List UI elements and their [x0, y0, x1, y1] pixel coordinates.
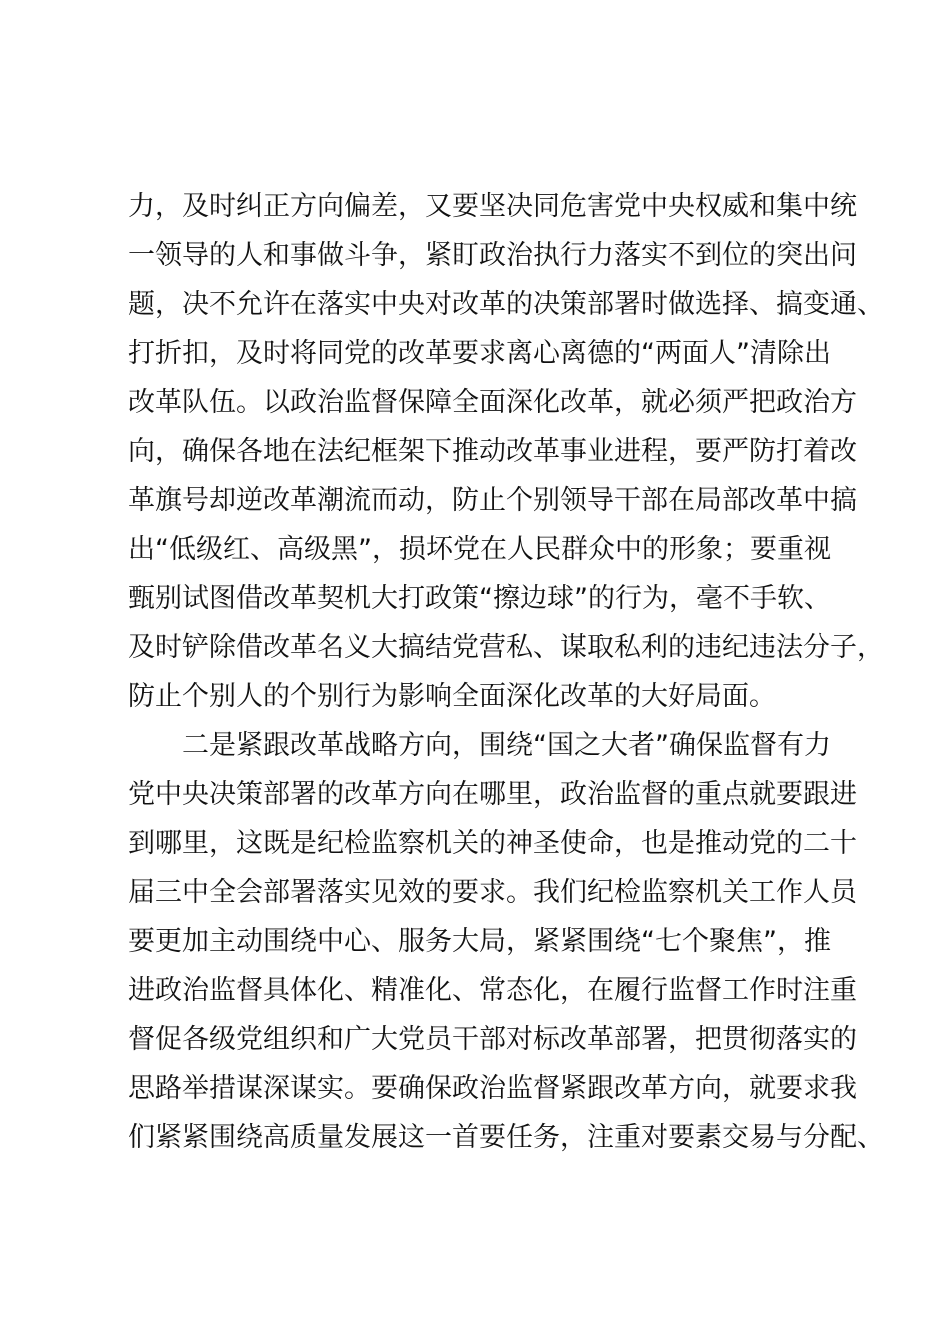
text-line: 防止个别人的个别行为影响全面深化改革的大好局面。	[128, 681, 776, 712]
text-line: 力，及时纠正方向偏差，又要坚决同危害党中央权威和集中统	[128, 191, 857, 222]
text-line: 革旗号却逆改革潮流而动，防止个别领导干部在局部改革中搞	[128, 485, 857, 516]
text-line: 一领导的人和事做斗争，紧盯政治执行力落实不到位的突出问	[128, 240, 857, 271]
text-line: 要更加主动围绕中心、服务大局，紧紧围绕“七个聚焦”，推	[128, 926, 831, 957]
section-heading-line: 二是紧跟改革战略方向，围绕“国之大者”确保监督有力	[182, 730, 831, 761]
text-line: 题，决不允许在落实中央对改革的决策部署时做选择、搞变通、	[128, 289, 884, 320]
text-line: 进政治监督具体化、精准化、常态化，在履行监督工作时注重	[128, 975, 857, 1006]
text-line: 甄别试图借改革契机大打政策“擦边球”的行为，毫不手软、	[128, 583, 831, 614]
text-line: 向，确保各地在法纪框架下推动改革事业进程，要严防打着改	[128, 436, 857, 467]
text-line: 出“低级红、高级黑”，损坏党在人民群众中的形象；要重视	[128, 534, 831, 565]
text-line: 思路举措谋深谋实。要确保政治监督紧跟改革方向，就要求我	[128, 1073, 857, 1104]
text-line: 到哪里，这既是纪检监察机关的神圣使命，也是推动党的二十	[128, 828, 857, 859]
text-line: 督促各级党组织和广大党员干部对标改革部署，把贯彻落实的	[128, 1024, 857, 1055]
text-line: 们紧紧围绕高质量发展这一首要任务，注重对要素交易与分配、	[128, 1122, 884, 1153]
text-line: 及时铲除借改革名义大搞结党营私、谋取私利的违纪违法分子，	[128, 632, 884, 663]
text-line: 党中央决策部署的改革方向在哪里，政治监督的重点就要跟进	[128, 779, 857, 810]
text-line: 改革队伍。以政治监督保障全面深化改革，就必须严把政治方	[128, 387, 857, 418]
text-line: 打折扣，及时将同党的改革要求离心离德的“两面人”清除出	[128, 338, 831, 369]
text-line: 届三中全会部署落实见效的要求。我们纪检监察机关工作人员	[128, 877, 857, 908]
body-text	[128, 182, 884, 1162]
